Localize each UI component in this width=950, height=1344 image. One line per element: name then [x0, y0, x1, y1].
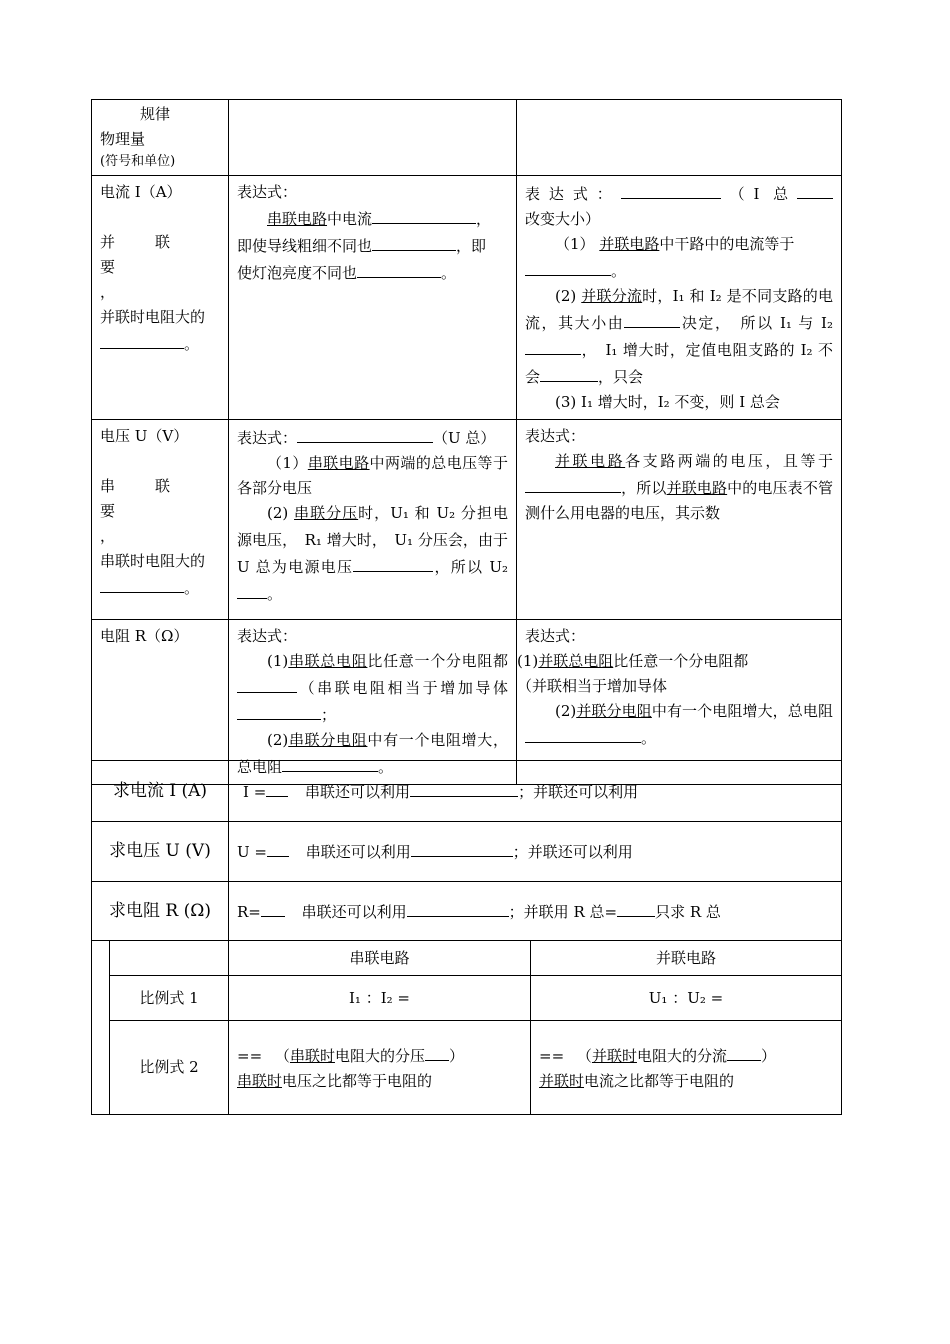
current-series-line1: 串联电路中电流 ， — [237, 205, 508, 232]
ratio-row1-parallel: U₁ ：U₂ = — [531, 976, 842, 1021]
voltage-parallel-cell — [517, 420, 842, 620]
voltage-series-cell — [229, 420, 517, 620]
voltage-series-expr: 表达式： （U 总） — [237, 424, 508, 451]
header-quantity: 物理量 — [100, 130, 146, 148]
current-parallel-line2: (2) 并联分流时，I₁ 和 I₂ 是不同支路的电流，其大小由 决定， 所以 I₁ 与 I₂， I₁ 增大时，定值电阻支路的 I₂ 不会 ，只会 — [525, 287, 833, 386]
header-cell — [92, 100, 229, 176]
current-note-b: ， — [100, 283, 116, 301]
solve-table — [91, 760, 842, 941]
ratio-row2-parallel: == （并联时电阻大的分流 ） 并联时电流之比都等于电阻的 — [531, 1021, 842, 1115]
voltage-label: 电压 U（V） — [100, 427, 189, 445]
current-label-cell — [92, 176, 229, 420]
voltage-note-c: 串联时电阻大的 — [100, 552, 206, 570]
ratio-header-blank — [110, 941, 229, 976]
header-parallel-cell — [517, 100, 842, 176]
voltage-parallel-text: 并联电路各支路两端的电压，且等于，所以并联电路中的电压表不管测什么用电器的电压，其示数 — [525, 452, 833, 522]
resistance-series-line1: (1)串联总电阻比任意一个分电阻都（串联电阻相当于增加导体； — [237, 649, 508, 728]
current-parallel-line1b: 。 — [525, 257, 833, 284]
solve-voltage-cell: U = 串联还可以利用 ；并联还可以利用 — [229, 822, 842, 882]
series-circuit-link: 串联电路 — [267, 210, 328, 228]
voltage-series-line2: (2) 串联分压时，U₁ 和 U₂ 分担电源电压， R₁ 增大时， U₁ 分压会，由于 U 总为电源电压 ，所以 U₂。 — [237, 504, 508, 603]
current-note-blank: 。 — [100, 330, 220, 357]
voltage-note-blank: 。 — [100, 574, 220, 601]
resistance-parallel-line1: (1)并联总电阻比任意一个分电阻都 — [517, 652, 749, 670]
voltage-note-a: 串联要 — [100, 477, 211, 520]
voltage-label-cell — [92, 420, 229, 620]
current-note-a: 并联要 — [100, 233, 211, 276]
solve-voltage-label: 求电压 U (V) — [92, 822, 229, 882]
resistance-series-expr: 表达式： — [237, 627, 298, 645]
resistance-parallel-line1b: （并联相当于增加导体 — [517, 677, 668, 695]
current-parallel-line1: （1） 并联电路中干路中的电流等于 — [555, 235, 795, 253]
current-note-c: 并联时电阻大的 — [100, 308, 206, 326]
ratio-col-series: 串联电路 — [229, 941, 531, 976]
current-parallel-line3: (3) I₁ 增大时，I₂ 不变，则 I 总会 — [555, 393, 780, 411]
ratio-table — [91, 940, 842, 1115]
header-series-cell — [229, 100, 517, 176]
current-parallel-cell — [517, 176, 842, 420]
ratio-row2-label: 比例式 2 — [110, 1021, 229, 1115]
current-series-cell — [229, 176, 517, 420]
solve-resistance-cell: R= 串联还可以利用 ；并联用 R 总= 只求 R 总 — [229, 882, 842, 941]
ratio-row2-series: == （串联时电阻大的分压 ） 串联时电压之比都等于电阻的 — [229, 1021, 531, 1115]
resistance-parallel-expr: 表达式： — [525, 627, 586, 645]
voltage-series-line1: （1）串联电路中两端的总电压等于各部分电压 — [237, 454, 508, 497]
resistance-label: 电阻 R（Ω） — [100, 627, 189, 645]
current-label: 电流 I（A） — [100, 183, 182, 201]
header-unit-hint: (符号和单位) — [100, 154, 176, 169]
voltage-note-b: ， — [100, 527, 116, 545]
current-series-line2: 即使导线粗细不同也 ，即 — [237, 232, 508, 259]
header-rule: 规律 — [140, 105, 171, 123]
ratio-margin-cell — [92, 941, 110, 1115]
ratio-col-parallel: 并联电路 — [531, 941, 842, 976]
solve-current-label: 求电流 I (A) — [92, 761, 229, 822]
ratio-row1-label: 比例式 1 — [110, 976, 229, 1021]
solve-current-cell: I = 串联还可以利用 ；并联还可以利用 — [229, 761, 842, 822]
solve-resistance-label: 求电阻 R (Ω) — [92, 882, 229, 941]
voltage-parallel-expr: 表达式： — [525, 427, 586, 445]
current-series-expr: 表达式： — [237, 183, 298, 201]
current-series-line3: 使灯泡亮度不同也 。 — [237, 259, 508, 286]
laws-table — [91, 99, 842, 785]
current-parallel-expr: 表达式： （I 总改变大小） — [525, 180, 833, 232]
resistance-series-line2: (2)串联分电阻中有一个电阻增大，总电阻 。 — [237, 731, 508, 776]
ratio-row1-series: I₁ ：I₂ = — [229, 976, 531, 1021]
resistance-parallel-line2: (2)并联分电阻中有一个电阻增大，总电阻。 — [525, 699, 833, 751]
